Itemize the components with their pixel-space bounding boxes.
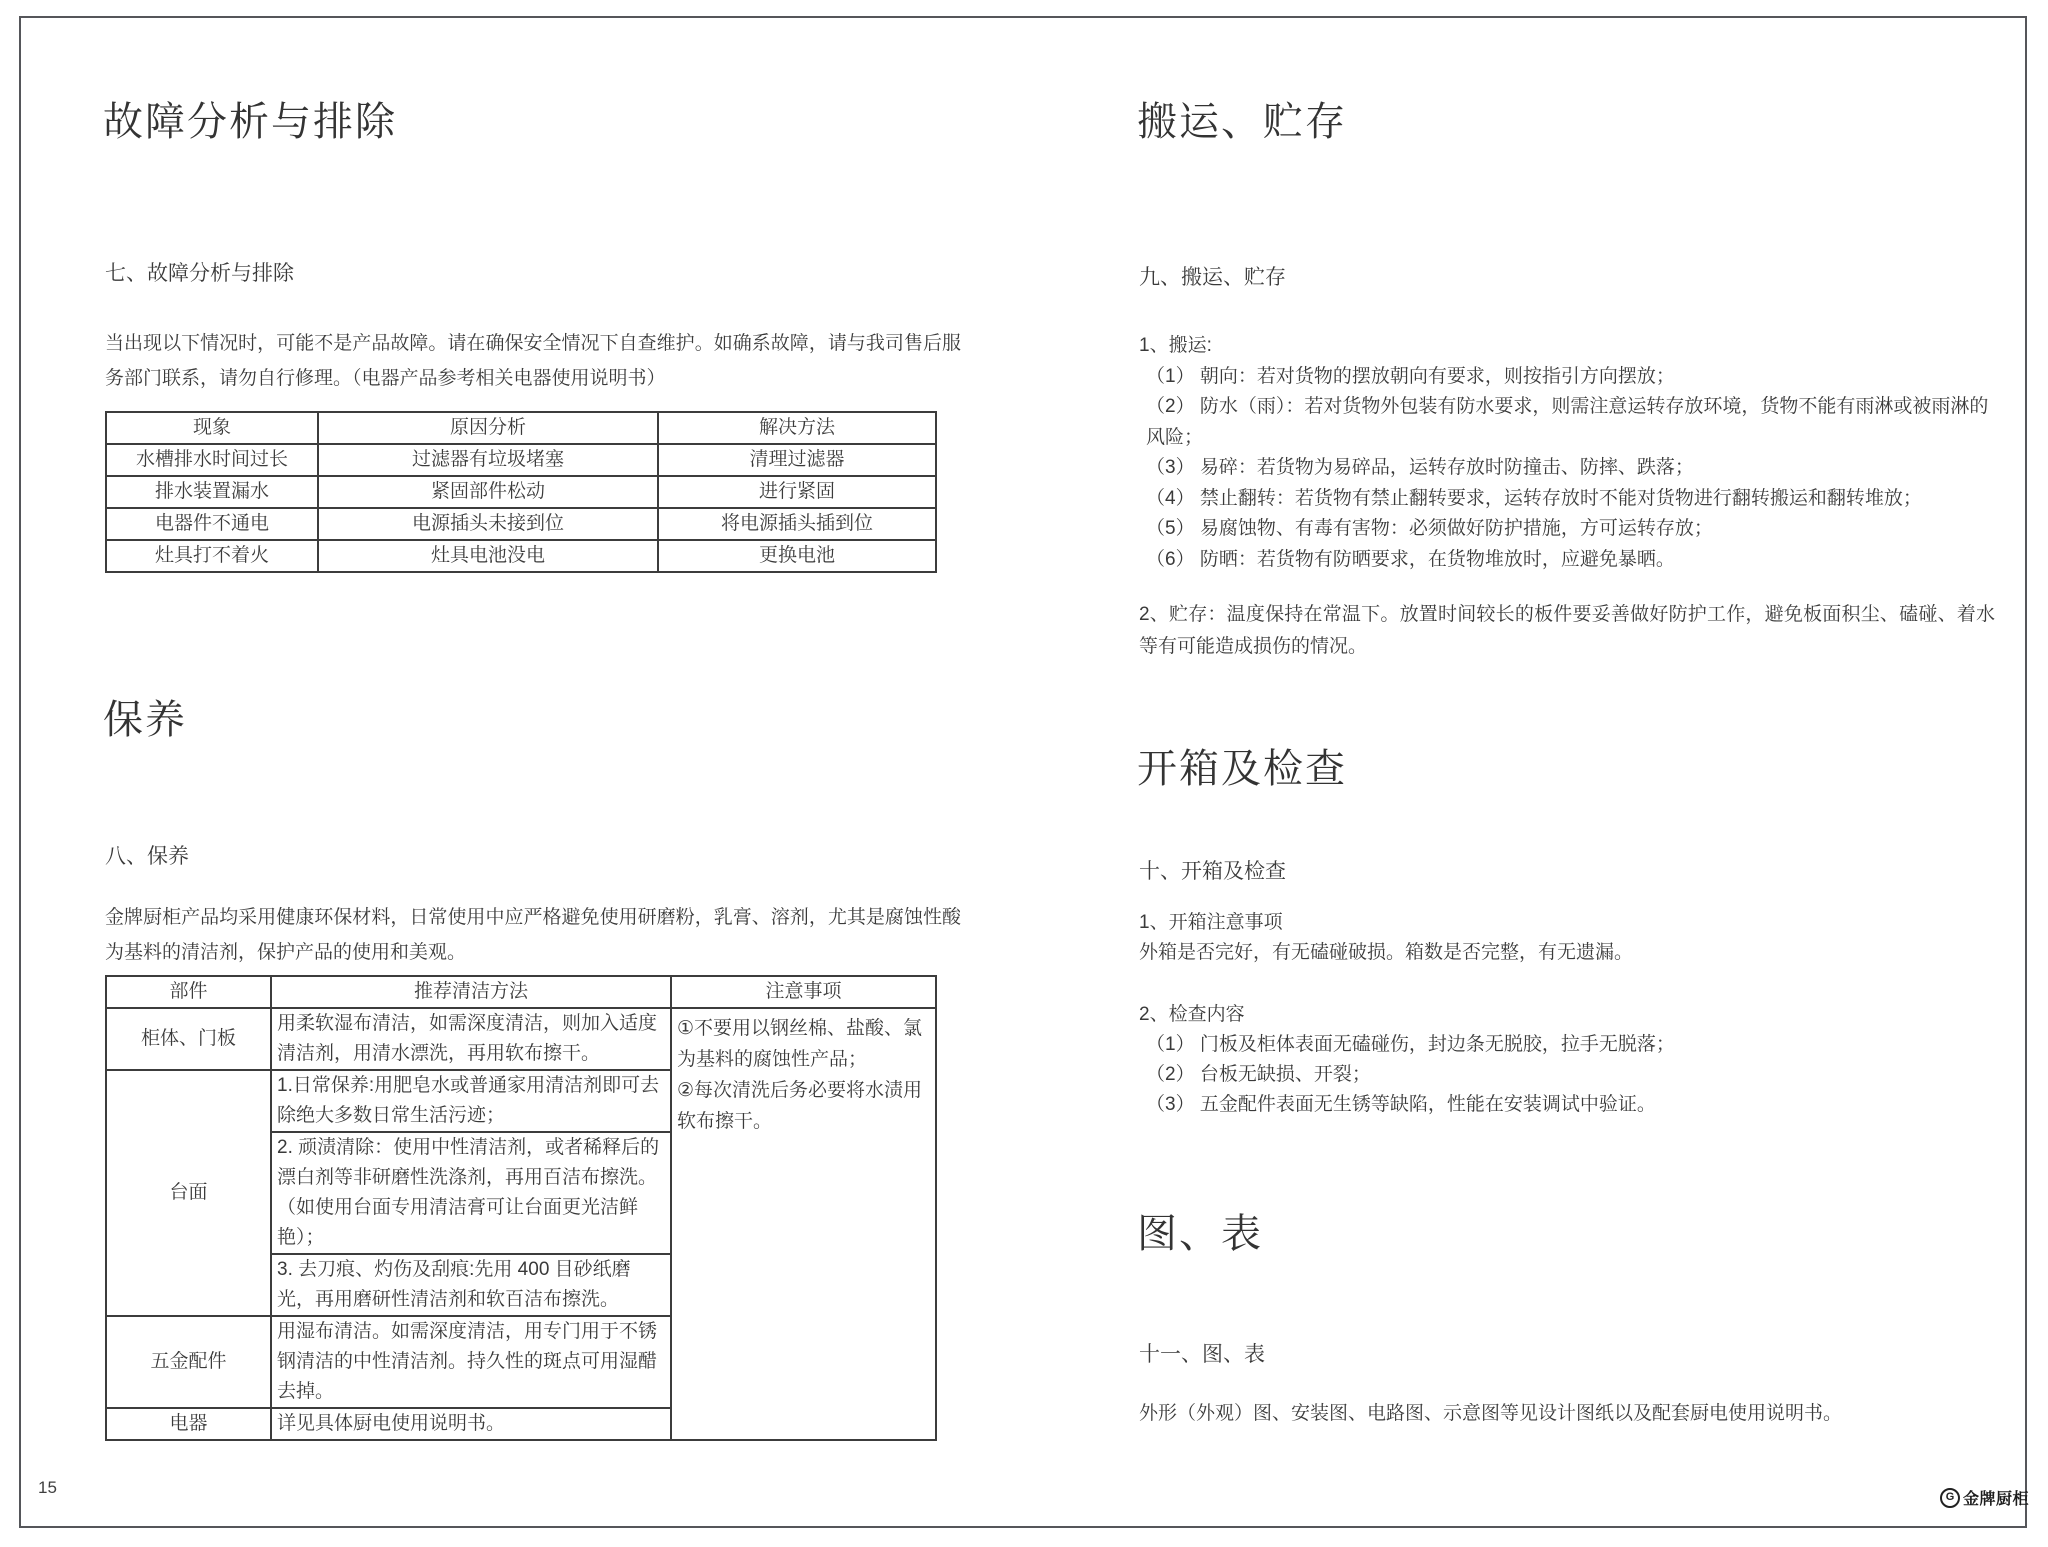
- moving-list: [1139, 331, 1989, 575]
- table-cell: 灶具打不着火: [106, 540, 318, 572]
- table-row-cabinet: [106, 1008, 936, 1070]
- page-number: 15: [38, 1478, 57, 1497]
- care-section-heading: 八、保养: [105, 845, 189, 868]
- care-notes-cell: [671, 1008, 936, 1440]
- brand-g-icon: G: [1940, 1488, 1960, 1508]
- transport-section-heading: 九、搬运、贮存: [1139, 266, 1286, 289]
- fault-section-heading: 七、故障分析与排除: [105, 262, 294, 285]
- fault-col-cause: 原因分析: [318, 412, 658, 444]
- list-item: （1） 门板及柜体表面无磕碰伤，封边条无脱胶，拉手无脱落；: [1146, 1034, 1675, 1055]
- check-label: 2、检查内容: [1139, 1004, 1245, 1025]
- storage-paragraph: 2、贮存：温度保持在常温下。放置时间较长的板件要妥善做好防护工作，避免板面积尘、磕碰、着水等有可能造成损伤的情况。: [1139, 604, 1995, 657]
- unboxing-notice-text: 外箱是否完好，有无磕碰破损。箱数是否完整，有无遗漏。: [1139, 942, 1634, 963]
- part-label: 台面: [106, 1070, 271, 1316]
- table-cell: 详见具体厨电使用说明书。: [271, 1408, 671, 1440]
- unboxing-section-title: 开箱及检查: [1137, 747, 1347, 791]
- table-cell: 进行紧固: [658, 476, 936, 508]
- list-item: （3） 易碎：若货物为易碎品，运转存放时防撞击、防摔、跌落；: [1146, 457, 1694, 478]
- table-row: [106, 540, 936, 572]
- figures-section-heading: 十一、图、表: [1139, 1343, 1265, 1366]
- transport-section-title: 搬运、贮存: [1137, 100, 1347, 144]
- care-intro-paragraph: 金牌厨柜产品均采用健康环保材料，日常使用中应严格避免使用研磨粉，乳膏、溶剂，尤其是腐蚀性酸为基料的清洁剂，保护产品的使用和美观。: [105, 907, 961, 963]
- table-cell: 排水装置漏水: [106, 476, 318, 508]
- note-line: ②每次清洗后务必要将水渍用软布擦干。: [677, 1080, 923, 1132]
- care-col-method: 推荐清洁方法: [271, 976, 671, 1008]
- table-cell: 紧固部件松动: [318, 476, 658, 508]
- part-label: 柜体、门板: [106, 1008, 271, 1070]
- care-col-notes: 注意事项: [671, 976, 936, 1008]
- table-cell: 1.日常保养:用肥皂水或普通家用清洁剂即可去除绝大多数日常生活污迹；: [271, 1070, 671, 1132]
- fault-table: [105, 411, 937, 573]
- note-line: ①不要用以钢丝棉、盐酸、氯为基料的腐蚀性产品；: [677, 1018, 923, 1070]
- unboxing-notice-label: 1、开箱注意事项: [1139, 912, 1283, 933]
- fault-section-title: 故障分析与排除: [103, 100, 397, 144]
- care-table: [105, 975, 937, 1441]
- part-label: 电器: [106, 1408, 271, 1440]
- fault-col-phenomenon: 现象: [106, 412, 318, 444]
- list-item: （3） 五金配件表面无生锈等缺陷，性能在安装调试中验证。: [1146, 1094, 1656, 1115]
- care-section-title: 保养: [103, 698, 187, 742]
- moving-label: 1、搬运:: [1139, 335, 1212, 356]
- table-row: [106, 444, 936, 476]
- table-cell: 灶具电池没电: [318, 540, 658, 572]
- brand-logo: [1940, 1486, 2029, 1509]
- list-item: （2） 防水（雨）：若对货物外包装有防水要求，则需注意运转存放环境，货物不能有雨淋或被雨淋的风险；: [1146, 396, 1989, 448]
- table-row: [106, 476, 936, 508]
- table-cell: 更换电池: [658, 540, 936, 572]
- table-cell: 清理过滤器: [658, 444, 936, 476]
- table-cell: 过滤器有垃圾堵塞: [318, 444, 658, 476]
- table-cell: 电器件不通电: [106, 508, 318, 540]
- care-col-part: 部件: [106, 976, 271, 1008]
- table-cell: 用湿布清洁。如需深度清洁，用专门用于不锈钢清洁的中性清洁剂。持久性的斑点可用湿醋去掉。: [271, 1316, 671, 1408]
- list-item: （1） 朝向：若对货物的摆放朝向有要求，则按指引方向摆放；: [1146, 365, 1675, 387]
- list-item: （2） 台板无缺损、开裂；: [1146, 1064, 1371, 1085]
- list-item: （6） 防晒：若货物有防晒要求，在货物堆放时，应避免暴晒。: [1146, 548, 1675, 570]
- table-row: [106, 508, 936, 540]
- table-cell: 水槽排水时间过长: [106, 444, 318, 476]
- figures-paragraph: 外形（外观）图、安装图、电路图、示意图等见设计图纸以及配套厨电使用说明书。: [1139, 1403, 1843, 1424]
- table-cell: 将电源插头插到位: [658, 508, 936, 540]
- fault-intro-paragraph: 当出现以下情况时，可能不是产品故障。请在确保安全情况下自查维护。如确系故障，请与我司售后服务部门联系，请勿自行修理。（电器产品参考相关电器使用说明书）: [105, 333, 961, 389]
- care-table-header-row: [106, 976, 936, 1008]
- part-label: 五金配件: [106, 1316, 271, 1408]
- list-item: （5） 易腐蚀物、有毒有害物：必须做好防护措施，方可运转存放；: [1146, 518, 1713, 539]
- list-item: （4） 禁止翻转：若货物有禁止翻转要求，运转存放时不能对货物进行翻转搬运和翻转堆放；: [1146, 487, 1922, 509]
- unboxing-content: [1139, 908, 1989, 1120]
- brand-name: 金牌厨柜: [1963, 1491, 2030, 1508]
- fault-col-solution: 解决方法: [658, 412, 936, 444]
- fault-table-header-row: [106, 412, 936, 444]
- table-cell: 电源插头未接到位: [318, 508, 658, 540]
- table-cell: 2. 顽渍清除：使用中性清洁剂，或者稀释后的漂白剂等非研磨性洗涤剂，再用百洁布擦洗。（如使用台面专用清洁膏可让台面更光洁鲜艳）；: [271, 1132, 671, 1254]
- figures-section-title: 图、表: [1137, 1212, 1263, 1256]
- table-cell: 用柔软湿布清洁，如需深度清洁，则加入适度清洁剂，用清水漂洗，再用软布擦干。: [271, 1008, 671, 1070]
- table-cell: 3. 去刀痕、灼伤及刮痕:先用 400 目砂纸磨光，再用磨研性清洁剂和软百洁布擦洗。: [271, 1254, 671, 1316]
- unboxing-section-heading: 十、开箱及检查: [1139, 860, 1286, 883]
